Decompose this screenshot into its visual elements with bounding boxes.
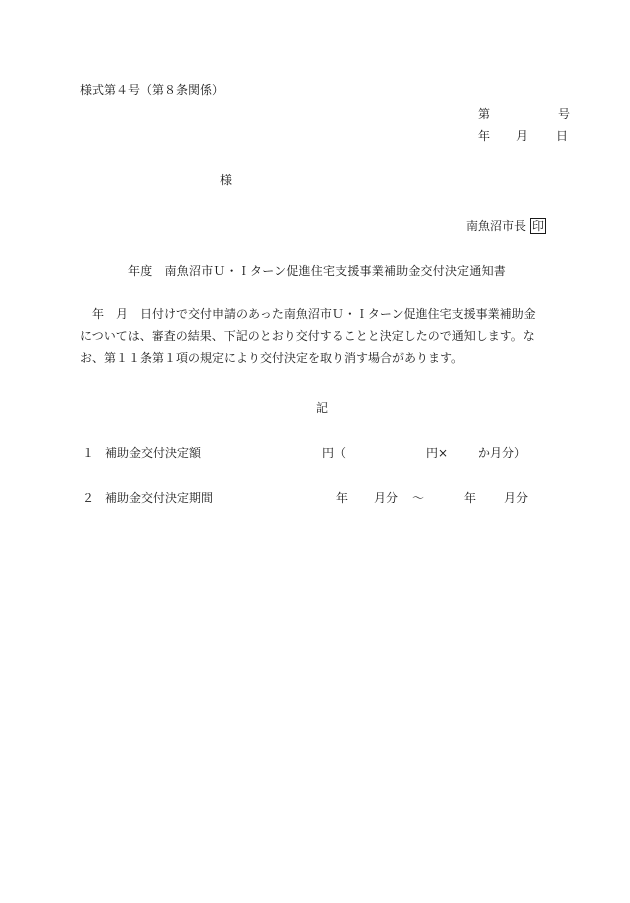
item-1-yen-times: 円× [426, 446, 449, 460]
body-line-3: お、第１１条第１項の規定により交付決定を取り消す場合があります。 [80, 351, 464, 365]
issuer [466, 218, 546, 234]
body-line-2: については、審査の結果、下記のとおり交付することと決定したので通知します。な [80, 329, 535, 343]
doc-number-go: 号 [558, 107, 571, 121]
item-1-months: か月分） [478, 446, 527, 460]
item-2-end-month: 月分 [504, 491, 529, 505]
recipient-suffix: 様 [220, 173, 233, 187]
item-1-label: 補助金交付決定額 [105, 446, 202, 460]
doc-date-month: 月 [516, 129, 529, 143]
issuer-name: 南魚沼市長 [466, 219, 527, 233]
doc-date-year: 年 [478, 129, 491, 143]
item-1-number: １ [82, 446, 95, 460]
item-1-yen-open: 円（ [322, 446, 347, 460]
item-2-end-year: 年 [464, 491, 477, 505]
item-2-tilde: ～ [412, 491, 425, 505]
body-paragraph [80, 303, 575, 369]
item-2-start-month: 月分 [374, 491, 399, 505]
seal-stamp: 印 [532, 219, 545, 233]
body-line-1: 年 月 日付けで交付申請のあった南魚沼市Ｕ・Ｉターン促進住宅支援事業補助金 [80, 307, 536, 321]
ki-heading: 記 [316, 401, 329, 415]
document-title: 年度 南魚沼市Ｕ・Ｉターン促進住宅支援事業補助金交付決定通知書 [128, 264, 506, 278]
item-2-label: 補助金交付決定期間 [105, 491, 214, 505]
doc-date-day: 日 [556, 129, 569, 143]
doc-number-dai: 第 [478, 107, 491, 121]
form-number: 様式第４号（第８条関係） [80, 83, 225, 97]
item-2-start-year: 年 [336, 491, 349, 505]
item-2-number: ２ [82, 491, 95, 505]
